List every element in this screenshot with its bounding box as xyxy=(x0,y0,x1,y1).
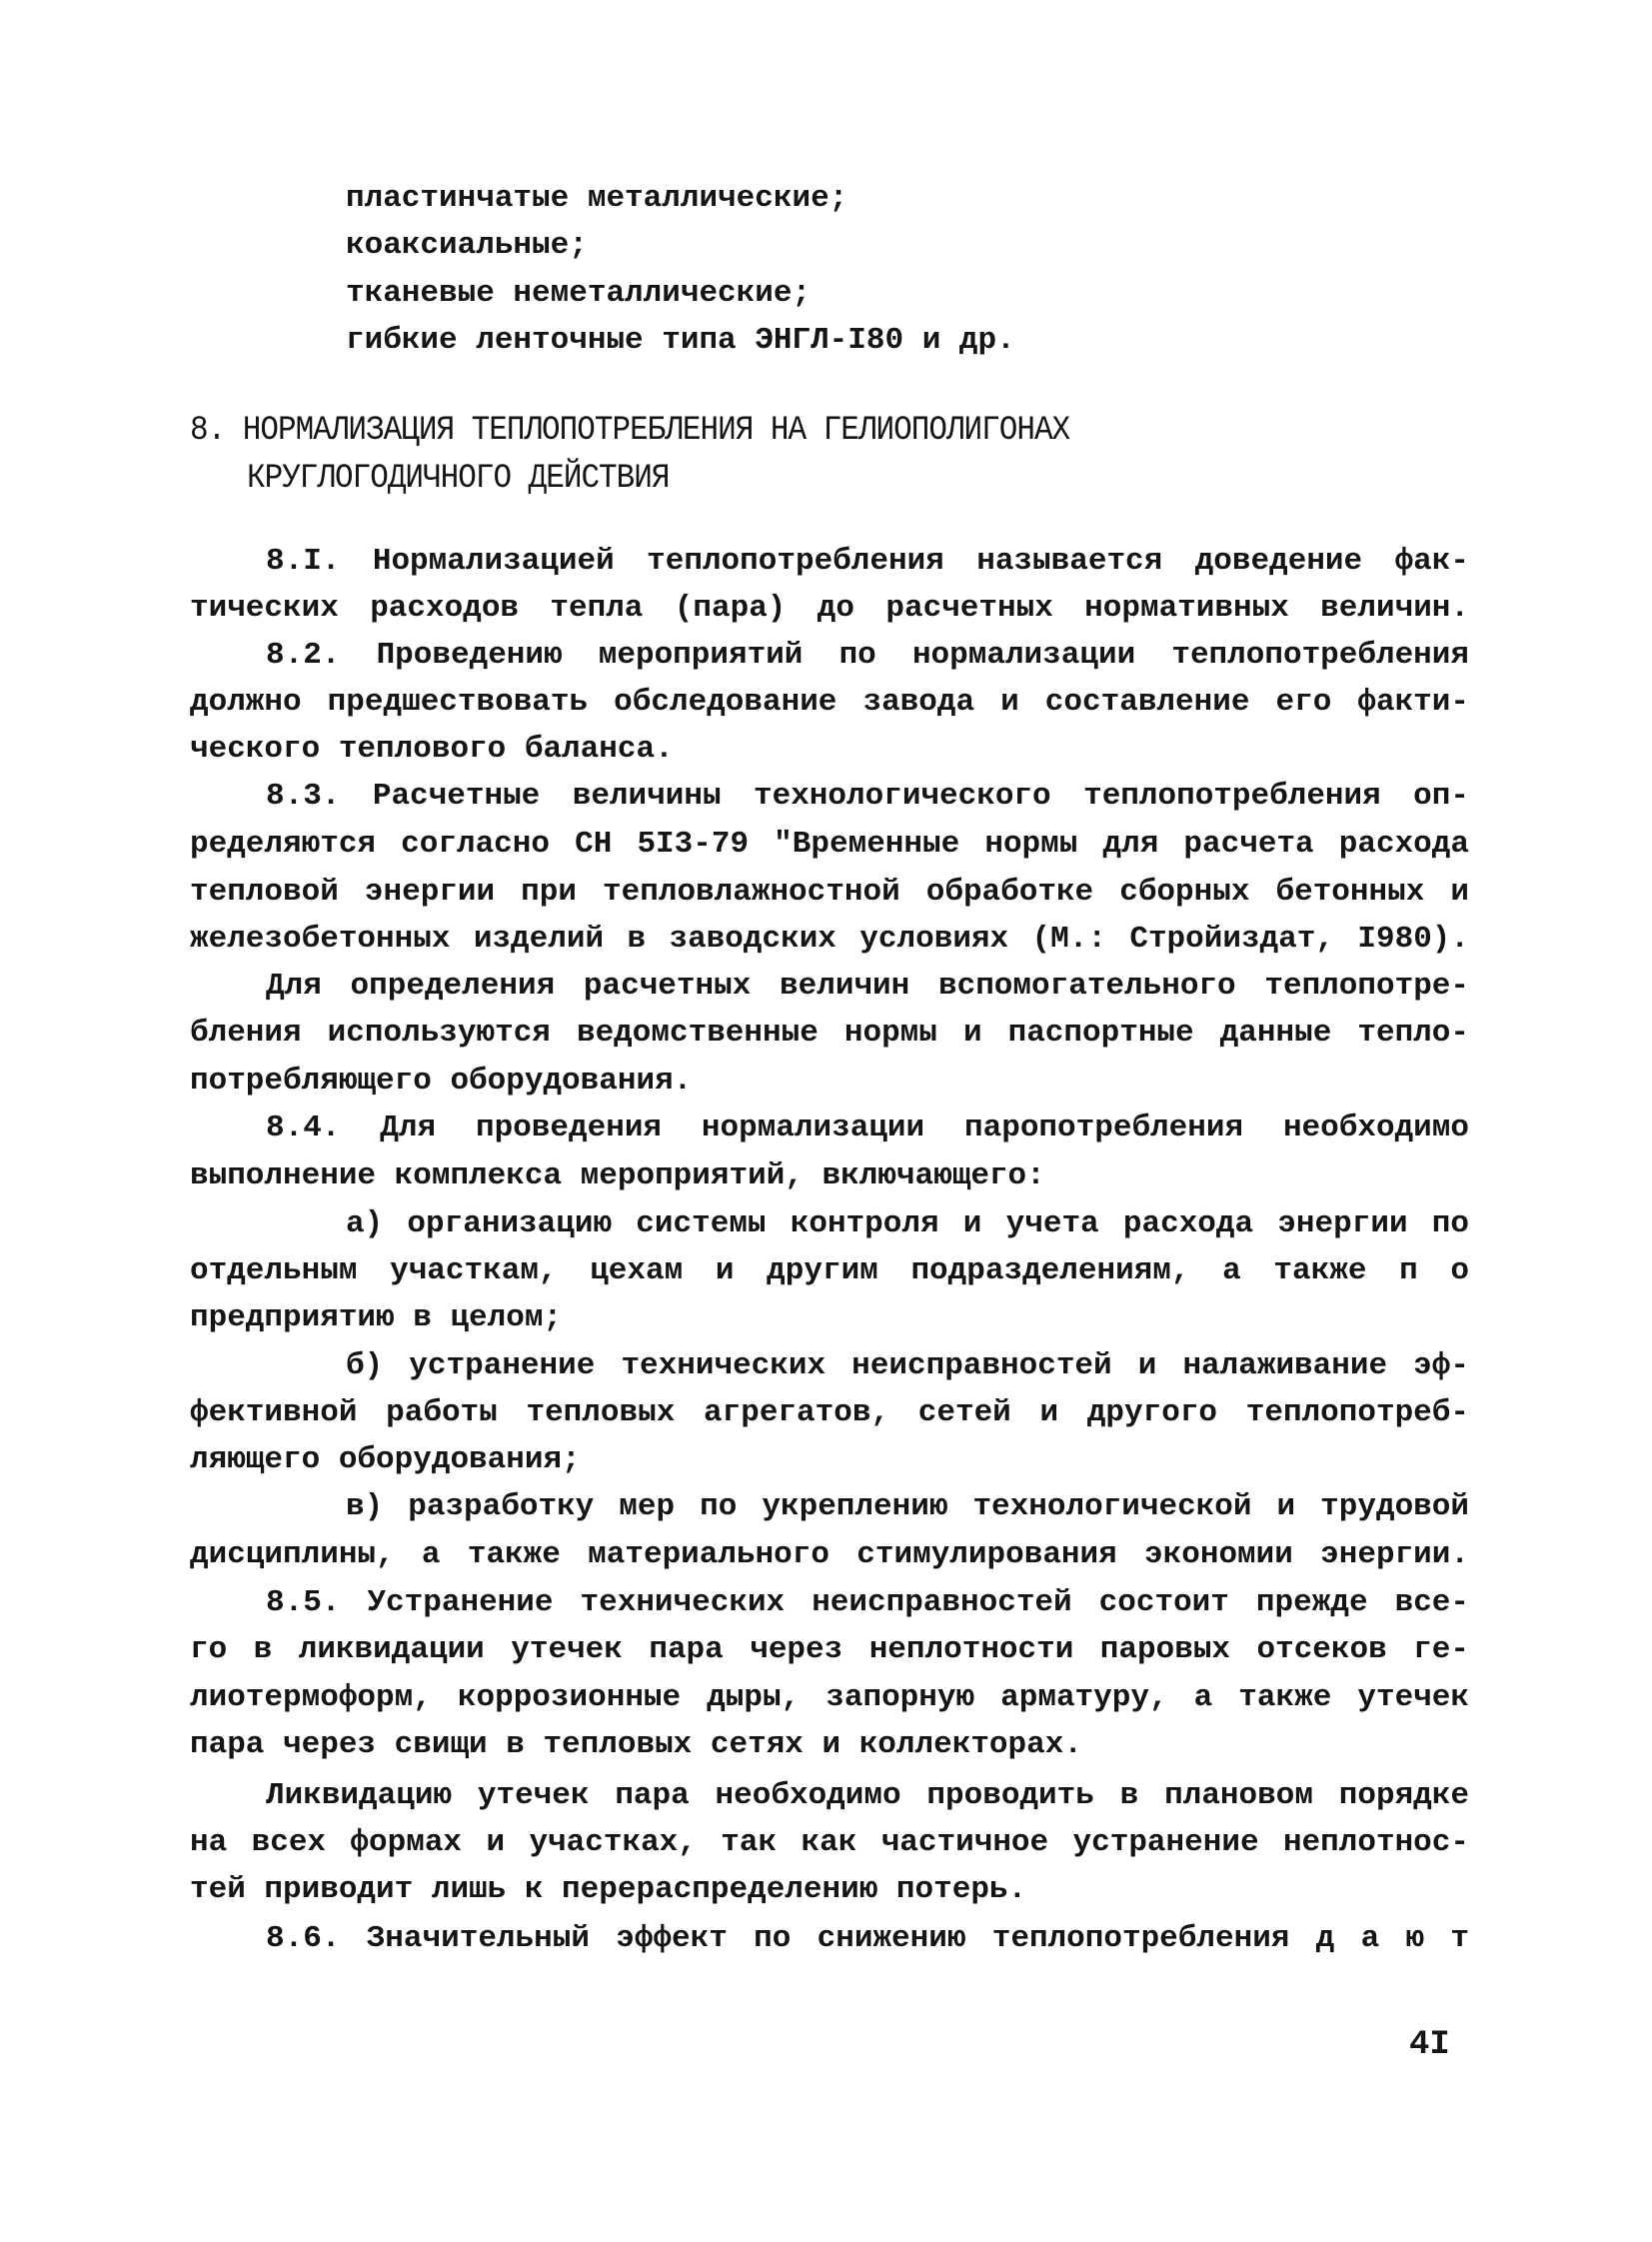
body-text-line: го в ликвидации утечек пара через неплотности паровых отсеков ге- xyxy=(190,1632,1469,1667)
body-text-line: 8.4. Для проведения нормализации паропотребления необходимо xyxy=(266,1111,1469,1145)
body-text-line: тей приводит лишь к перераспределению потерь. xyxy=(190,1872,1027,1907)
body-text-line: ределяются согласно СН 5I3-79 "Временные нормы для расчета расхода xyxy=(190,827,1469,862)
page-number: 4I xyxy=(1409,2026,1450,2064)
body-text-line: тических расходов тепла (пара) до расчетных нормативных величин. xyxy=(190,591,1469,626)
body-text-line: Ликвидацию утечек пара необходимо проводить в плановом порядке xyxy=(266,1778,1469,1813)
body-text-line: 8.5. Устранение технических неисправностей состоит прежде все- xyxy=(266,1585,1469,1620)
body-text-line: потребляющего оборудования. xyxy=(190,1064,693,1099)
body-text-line: железобетонных изделий в заводских условиях (М.: Стройиздат, I980). xyxy=(190,922,1469,957)
body-text-line: ческого теплового баланса. xyxy=(190,732,674,767)
body-text-line: а) организацию системы контроля и учета расхода энергии по xyxy=(346,1206,1469,1241)
body-text-line: б) устранение технических неисправностей и налаживание эф- xyxy=(346,1348,1469,1383)
body-text-line: должно предшествовать обследование завода и составление его факти- xyxy=(190,685,1469,720)
body-text-line: бления используются ведомственные нормы и паспортные данные тепло- xyxy=(190,1016,1469,1051)
body-text-line: 8.2. Проведению мероприятий по нормализации теплопотребления xyxy=(266,638,1469,673)
list-item: тканевые неметаллические; xyxy=(346,276,812,311)
body-text-line: фективной работы тепловых агрегатов, сетей и другого теплопотреб- xyxy=(190,1395,1469,1430)
section-heading: КРУГЛОГОДИЧНОГО ДЕЙСТВИЯ xyxy=(247,458,670,499)
list-item: пластинчатые металлические; xyxy=(346,181,848,216)
body-text-line: в) разработку мер по укреплению технологической и трудовой xyxy=(346,1489,1469,1524)
body-text-line: 8.I. Нормализацией теплопотребления называется доведение фак- xyxy=(266,544,1469,579)
body-text-line: отдельным участкам, цехам и другим подразделениям, а также п о xyxy=(190,1253,1469,1288)
list-item: коаксиальные; xyxy=(346,228,588,263)
list-item: гибкие ленточные типа ЭНГЛ-I80 и др. xyxy=(346,323,1015,358)
body-text-line: предприятию в целом; xyxy=(190,1300,563,1335)
body-text-line: 8.3. Расчетные величины технологического теплопотребления оп- xyxy=(266,779,1469,814)
body-text-line: пара через свищи в тепловых сетях и коллекторах. xyxy=(190,1727,1082,1762)
body-text-line: 8.6. Значительный эффект по снижению теплопотребления д а ю т xyxy=(266,1921,1469,1956)
body-text-line: тепловой энергии при тепловлажностной обработке сборных бетонных и xyxy=(190,875,1469,910)
body-text-line: Для определения расчетных величин вспомогательного теплопотре- xyxy=(266,969,1469,1004)
body-text-line: выполнение комплекса мероприятий, включающего: xyxy=(190,1158,1045,1193)
body-text-line: лиотермоформ, коррозионные дыры, запорную арматуру, а также утечек xyxy=(190,1680,1469,1715)
body-text-line: на всех формах и участках, так как частичное устранение неплотнос- xyxy=(190,1825,1469,1860)
body-text-line: ляющего оборудования; xyxy=(190,1442,581,1477)
body-text-line: дисциплины, а также материального стимулирования экономии энергии. xyxy=(190,1537,1469,1572)
section-heading: 8. НОРМАЛИЗАЦИЯ ТЕПЛОПОТРЕБЛЕНИЯ НА ГЕЛИОПОЛИГОНАХ xyxy=(190,410,1070,451)
